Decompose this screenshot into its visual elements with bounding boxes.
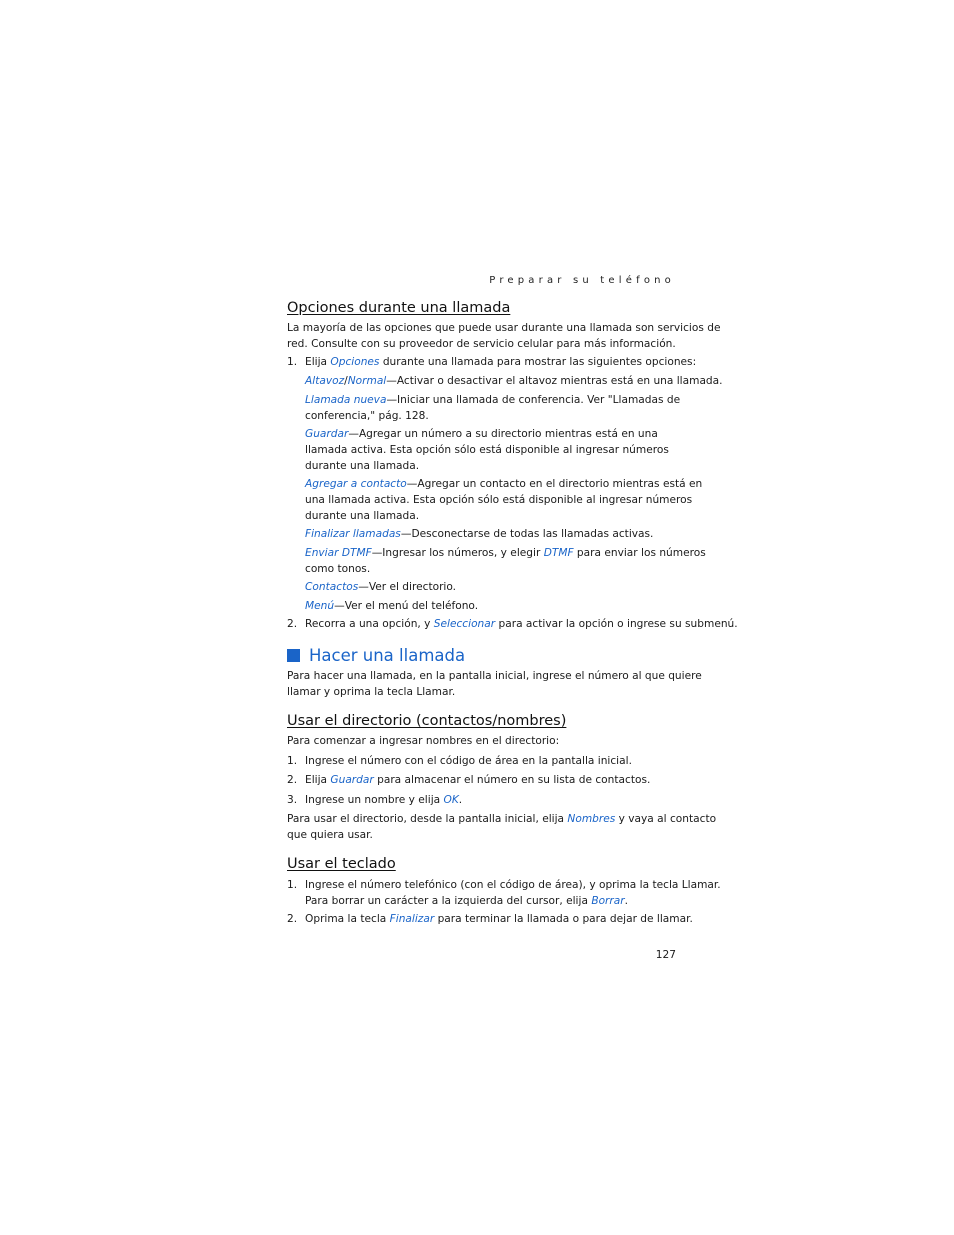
option-enviar-dtmf	[305, 546, 706, 578]
separator: /	[344, 375, 348, 387]
text: —Activar o desactivar el altavoz mientras está en una llamada.	[386, 375, 723, 387]
text: Ingrese el número telefónico (con el código de área), y oprima la tecla Llamar.	[305, 879, 721, 891]
option-finalizar-llamadas	[305, 527, 653, 543]
section-title-directorio: Usar el directorio (contactos/nombres)	[287, 713, 567, 729]
text: Ingrese un nombre y elija	[305, 794, 444, 806]
step1-text	[305, 355, 696, 371]
section3-intro: Para comenzar a ingresar nombres en el directorio:	[287, 735, 560, 747]
step-number: 1.	[287, 755, 298, 767]
option-agregar-contacto	[305, 477, 702, 524]
text: .	[458, 794, 463, 806]
link-seleccionar[interactable]: Seleccionar	[433, 618, 496, 630]
text: y vaya al contacto	[615, 813, 717, 825]
section3-para	[287, 812, 716, 844]
link-borrar[interactable]: Borrar	[591, 894, 625, 907]
text: una llamada activa. Esta opción sólo está disponible al ingresar números	[305, 493, 693, 506]
text: que quiera usar.	[287, 828, 373, 841]
option-menu	[305, 599, 478, 615]
step-number: 1.	[287, 879, 298, 891]
dir-step3	[305, 793, 462, 809]
link-menu[interactable]: Menú	[305, 600, 335, 612]
text: durante una llamada.	[305, 459, 420, 472]
link-llamada-nueva[interactable]: Llamada nueva	[305, 394, 387, 406]
link-opciones[interactable]: Opciones	[330, 356, 380, 368]
text: —Ver el menú del teléfono.	[334, 600, 479, 612]
section-title-teclado: Usar el teclado	[287, 856, 396, 872]
text: —Agregar un contacto en el directorio mientras está en	[406, 478, 703, 490]
section-title-opciones: Opciones durante una llamada	[287, 300, 511, 316]
link-dtmf[interactable]: DTMF	[543, 547, 574, 559]
step-number: 2.	[287, 618, 298, 630]
text: Elija	[305, 356, 331, 368]
text: —Ingresar los números, y elegir	[371, 547, 544, 559]
option-contactos	[305, 580, 456, 596]
text: para terminar la llamada o para dejar de llamar.	[434, 913, 693, 925]
text: para almacenar el número en su lista de contactos.	[373, 774, 651, 786]
intro-line: La mayoría de las opciones que puede usar durante una llamada son servicios de	[287, 322, 721, 334]
text: —Ver el directorio.	[358, 581, 457, 593]
text: —Iniciar una llamada de conferencia. Ver "Llamadas de	[386, 394, 681, 406]
link-finalizar-llamadas[interactable]: Finalizar llamadas	[305, 528, 401, 540]
dir-step2	[305, 773, 650, 789]
text: llamar y oprima la tecla Llamar.	[287, 685, 456, 698]
text: conferencia," pág. 128.	[305, 409, 429, 422]
section-title-hacer-llamada: Hacer una llamada	[309, 646, 466, 665]
link-finalizar[interactable]: Finalizar	[389, 913, 435, 925]
section1-intro	[287, 321, 721, 353]
kbd-step1	[305, 878, 721, 910]
text: para enviar los números	[573, 547, 706, 559]
text: como tonos.	[305, 562, 371, 575]
text: Elija	[305, 774, 331, 786]
intro-line: red. Consulte con su proveedor de servicio celular para más información.	[287, 337, 676, 350]
text: —Desconectarse de todas las llamadas activas.	[400, 528, 654, 540]
text: Para usar el directorio, desde la pantalla inicial, elija	[287, 813, 568, 825]
link-guardar[interactable]: Guardar	[305, 428, 349, 440]
link-normal[interactable]: Normal	[347, 375, 387, 387]
dir-step1: Ingrese el número con el código de área en la pantalla inicial.	[305, 755, 632, 767]
page-number: 127	[655, 949, 676, 961]
option-llamada-nueva	[305, 393, 680, 425]
text: para activar la opción o ingrese su submenú.	[495, 618, 738, 630]
text: —Agregar un número a su directorio mientras está en una	[348, 428, 658, 440]
option-guardar	[305, 427, 669, 474]
text: durante una llamada.	[305, 509, 420, 522]
text: llamada activa. Esta opción sólo está disponible al ingresar números	[305, 443, 669, 456]
text: Para borrar un carácter a la izquierda del cursor, elija	[305, 894, 592, 907]
section-marker-square	[287, 649, 300, 662]
step-number: 3.	[287, 794, 298, 806]
link-agregar-contacto[interactable]: Agregar a contacto	[305, 478, 407, 490]
text: Oprima la tecla	[305, 913, 390, 925]
step-number: 1.	[287, 356, 298, 368]
link-enviar-dtmf[interactable]: Enviar DTMF	[305, 547, 372, 559]
text: .	[624, 894, 628, 907]
text: Recorra a una opción, y	[305, 618, 434, 630]
link-guardar[interactable]: Guardar	[330, 774, 374, 786]
step2-text	[305, 617, 738, 633]
section2-para	[287, 669, 702, 701]
kbd-step2	[305, 912, 693, 928]
step-number: 2.	[287, 913, 298, 925]
running-header: Preparar su teléfono	[489, 275, 675, 286]
link-nombres[interactable]: Nombres	[567, 813, 616, 825]
option-altavoz	[305, 374, 723, 390]
step-number: 2.	[287, 774, 298, 786]
text: Para hacer una llamada, en la pantalla inicial, ingrese el número al que quiere	[287, 670, 702, 682]
link-contactos[interactable]: Contactos	[305, 581, 359, 593]
text: durante una llamada para mostrar las siguientes opciones:	[379, 356, 697, 368]
link-altavoz[interactable]: Altavoz	[305, 375, 345, 387]
link-ok[interactable]: OK	[443, 794, 459, 806]
